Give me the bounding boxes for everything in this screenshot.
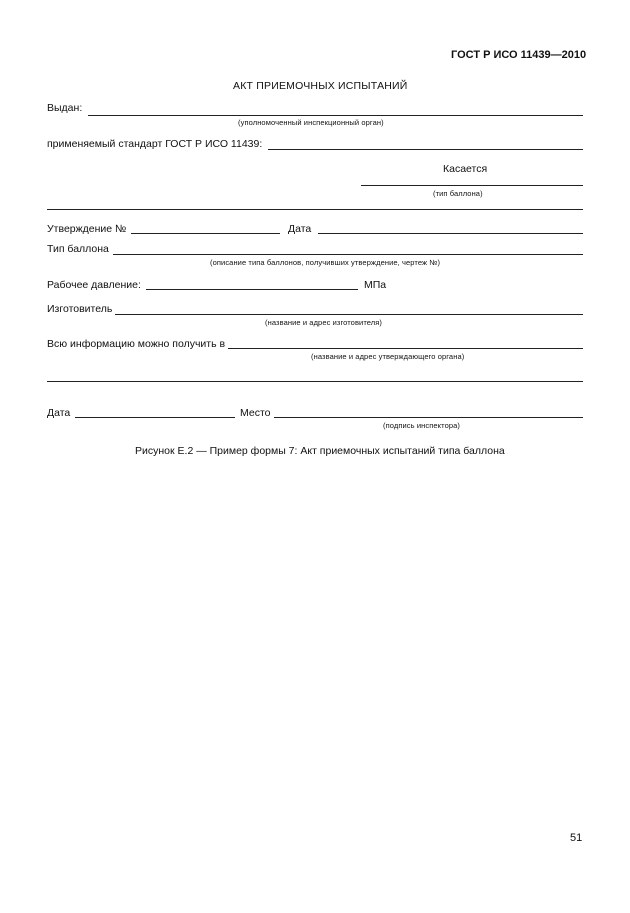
approval-number-field-line[interactable] xyxy=(131,233,280,234)
approving-body-continuation-line[interactable] xyxy=(47,381,583,382)
place-label: Место xyxy=(240,407,271,419)
standard-label: применяемый стандарт ГОСТ Р ИСО 11439: xyxy=(47,138,263,150)
cylinder-type-field-line[interactable] xyxy=(361,185,583,186)
issued-label: Выдан: xyxy=(47,102,83,114)
figure-caption: Рисунок Е.2 — Пример формы 7: Акт приемочных испытаний типа баллона xyxy=(135,445,505,457)
standard-field-line[interactable] xyxy=(268,149,583,150)
place-field-line[interactable] xyxy=(274,417,583,418)
issued-field-line[interactable] xyxy=(88,115,583,116)
manufacturer-hint: (название и адрес изготовителя) xyxy=(265,318,383,327)
manufacturer-label: Изготовитель xyxy=(47,303,113,315)
working-pressure-field-line[interactable] xyxy=(146,289,358,290)
manufacturer-field-line[interactable] xyxy=(115,314,583,315)
cylinder-description-field-line[interactable] xyxy=(113,254,583,255)
form-title: АКТ ПРИЕМОЧНЫХ ИСПЫТАНИЙ xyxy=(233,80,408,92)
issued-hint: (уполномоченный инспекционный орган) xyxy=(238,118,384,127)
pressure-unit: МПа xyxy=(364,279,387,291)
working-pressure-label: Рабочее давление: xyxy=(47,279,141,291)
cylinder-type-label: Тип баллона xyxy=(47,243,109,255)
approving-body-hint: (название и адрес утверждающего органа) xyxy=(311,352,465,361)
cylinder-type-hint: (тип баллона) xyxy=(433,189,483,198)
document-header: ГОСТ Р ИСО 11439—2010 xyxy=(451,49,587,61)
date-label: Дата xyxy=(288,223,312,235)
approving-body-field-line[interactable] xyxy=(228,348,583,349)
bottom-date-label: Дата xyxy=(47,407,71,419)
concerns-label: Касается xyxy=(443,163,488,175)
page-number: 51 xyxy=(570,832,583,844)
signature-hint: (подпись инспектора) xyxy=(383,421,460,430)
separator-line xyxy=(47,209,583,210)
approval-label: Утверждение № xyxy=(47,223,127,235)
date-field-line[interactable] xyxy=(318,233,583,234)
info-label: Всю информацию можно получить в xyxy=(47,338,226,350)
bottom-date-field-line[interactable] xyxy=(75,417,235,418)
cylinder-description-hint: (описание типа баллонов, получивших утверждение, чертеж №) xyxy=(210,258,441,267)
